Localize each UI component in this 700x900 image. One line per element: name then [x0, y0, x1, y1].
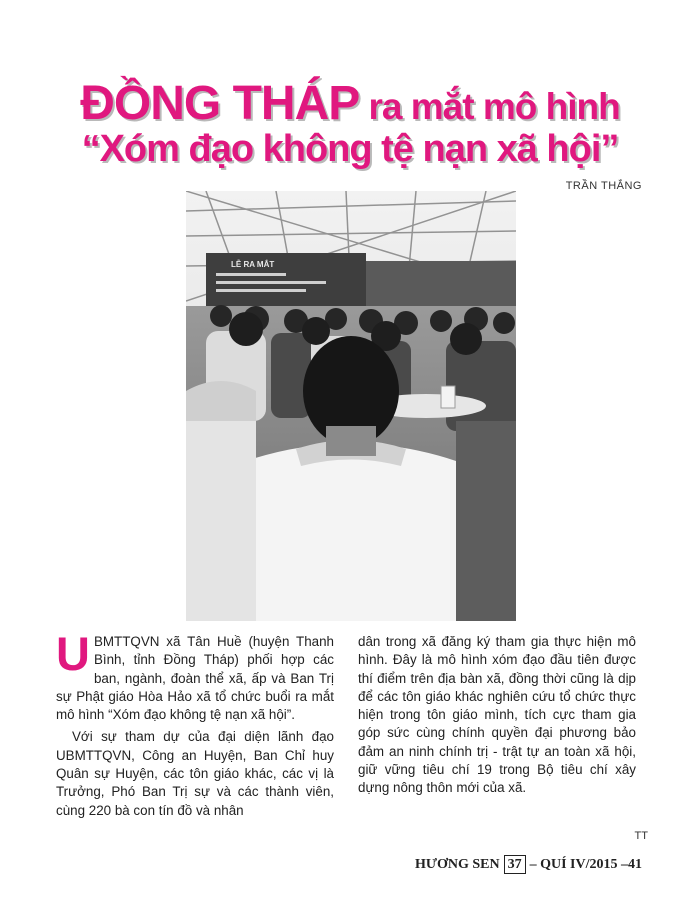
article-signature: TT — [634, 830, 648, 842]
paragraph-3: dân trong xã đăng ký tham gia thực hiện mô hình. Đây là mô hình xóm đạo đầu tiên được thí điểm trên địa bàn xã, đồng thời cũng là dịp để các tôn giáo khác nghiên cứu tổ chức thực hiện trong tôn giáo mình, tích cực tham gia góp sức cùng chính quyền đại phương bảo đảm an ninh chính trị - trật tự an toàn xã hội, giữ vững tiêu chí 19 trong Bộ tiêu chí xây dựng nông thôn mới của xã. — [358, 634, 636, 796]
paragraph-1-text: BMTTQVN xã Tân Huề (huyện Thanh Bình, tỉnh Đồng Tháp) phối hợp các ban, ngành, đoàn thể xã, ấp và Ban Trị sự Phật giáo Hòa Hảo xã tổ chức buổi ra mắt mô hình “Xóm đạo không tệ nạn xã hội”. — [56, 634, 334, 723]
photo-event-crowd — [186, 191, 516, 621]
issue-number: 37 — [504, 855, 526, 874]
stage-banner-text: LỄ RA MẮT — [231, 260, 275, 269]
article-column-2 — [358, 633, 636, 798]
issue-quarter: – QUÍ IV/2015 – — [529, 857, 628, 872]
magazine-name: HƯƠNG SEN — [414, 857, 500, 872]
article-body — [56, 627, 646, 843]
drop-cap: U — [56, 627, 90, 680]
headline-line-2: “Xóm đạo không tệ nạn xã hội” — [81, 128, 619, 170]
headline-text: ra mắt mô hình — [359, 86, 620, 127]
paragraph-2: Với sự tham dự của đại diện lãnh đạo UBMTTQVN, Công an Huyện, Ban Chỉ huy Quân sự Huyện, các tôn giáo khác, các vị là Trưởng, Phó Ban Trị sự và các thành viên, cùng 220 bà con tín đồ và nhân — [56, 729, 334, 818]
article-column-1 — [56, 627, 334, 820]
page-number: 41 — [628, 857, 642, 872]
author-byline: TRẦN THẮNG — [565, 180, 642, 192]
headline-line-1 — [40, 76, 660, 131]
article-photo — [186, 191, 516, 621]
paragraph-1 — [56, 627, 334, 724]
page-footer — [415, 855, 642, 874]
headline-location: ĐỒNG THÁP — [80, 77, 360, 130]
